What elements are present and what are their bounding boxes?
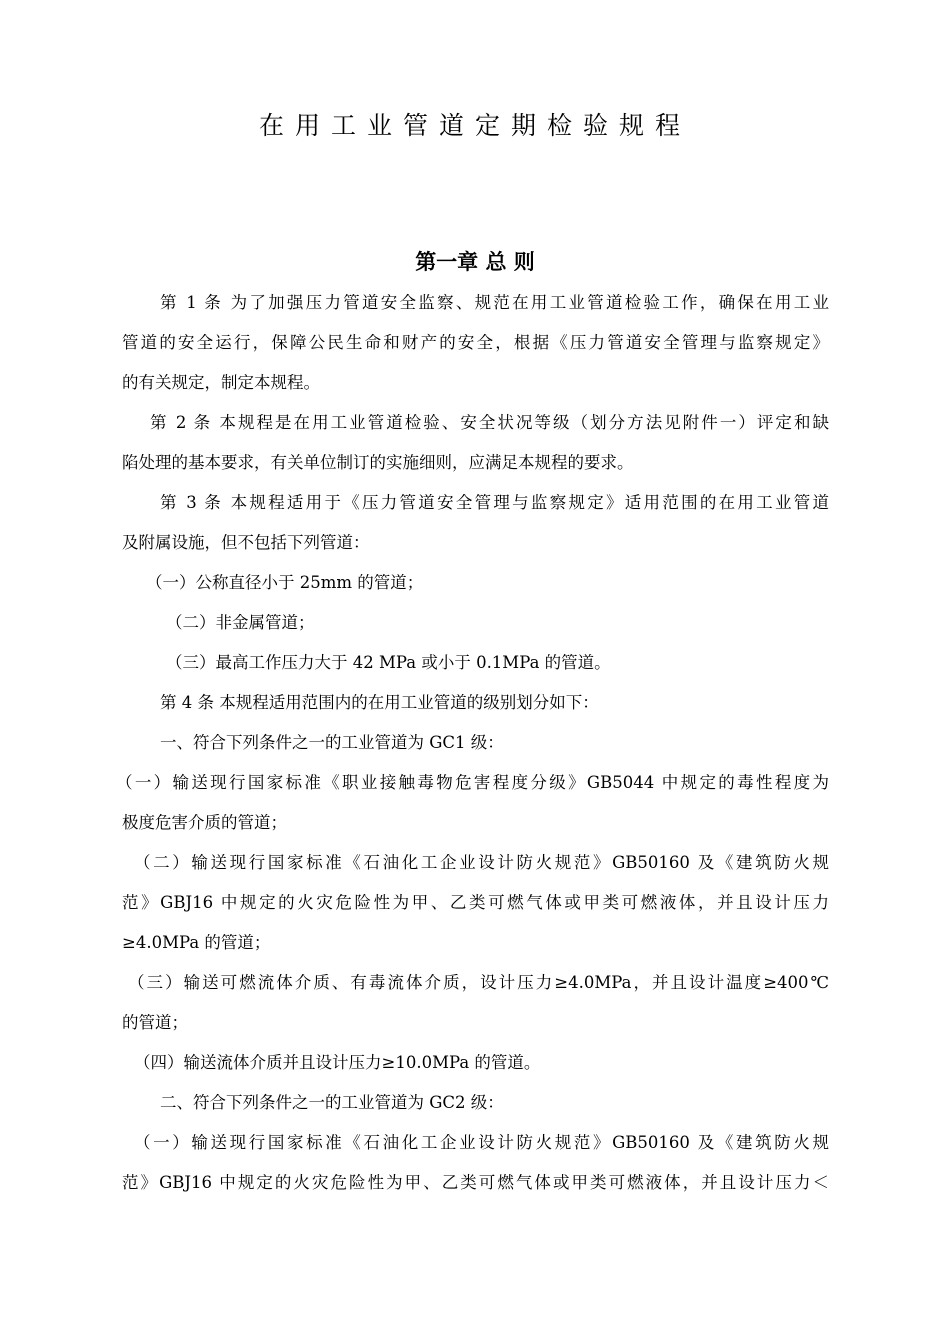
text-line: 陷处理的基本要求，有关单位制订的实施细则，应满足本规程的要求。 — [122, 453, 634, 472]
text-line: （三）输送可燃流体介质、有毒流体介质，设计压力≥4.0MPa，并且设计温度≥400℃ — [128, 973, 829, 992]
text-line: 二、符合下列条件之一的工业管道为 GC2 级： — [160, 1093, 504, 1112]
text-line: 第 4 条 本规程适用范围内的在用工业管道的级别划分如下： — [160, 693, 599, 712]
text-line: 范》GBJ16 中规定的火灾危险性为甲、乙类可燃气体或甲类可燃液体，并且设计压力＜ — [122, 1173, 829, 1192]
text-line: （一）公称直径小于 25mm 的管道； — [146, 573, 424, 592]
text-line: 极度危害介质的管道； — [122, 813, 287, 832]
text-line: 及附属设施，但不包括下列管道： — [122, 533, 370, 552]
text-line: （二）输送现行国家标准《石油化工企业设计防火规范》GB50160 及《建筑防火规 — [134, 853, 829, 872]
text-line: 管道的安全运行，保障公民生命和财产的安全，根据《压力管道安全管理与监察规定》 — [122, 333, 829, 352]
text-line: 第 3 条 本规程适用于《压力管道安全管理与监察规定》适用范围的在用工业管道 — [160, 493, 829, 512]
text-line: （一）输送现行国家标准《石油化工企业设计防火规范》GB50160 及《建筑防火规 — [134, 1133, 829, 1152]
text-line: 第 2 条 本规程是在用工业管道检验、安全状况等级（划分方法见附件一）评定和缺 — [150, 413, 829, 432]
text-line: 范》GBJ16 中规定的火灾危险性为甲、乙类可燃气体或甲类可燃液体，并且设计压力 — [122, 893, 829, 912]
text-line: ≥4.0MPa 的管道； — [122, 933, 271, 952]
text-line: （二）非金属管道； — [166, 613, 315, 632]
text-line: 的有关规定，制定本规程。 — [122, 373, 320, 392]
text-line: （四）输送流体介质并且设计压力≥10.0MPa 的管道。 — [134, 1053, 541, 1072]
text-line: （一）输送现行国家标准《职业接触毒物危害程度分级》GB5044 中规定的毒性程度为 — [116, 773, 829, 792]
text-line: 一、符合下列条件之一的工业管道为 GC1 级： — [160, 733, 504, 752]
text-line: 第 1 条 为了加强压力管道安全监察、规范在用工业管道检验工作，确保在用工业 — [160, 293, 829, 312]
document-title: 在用工业管道定期检验规程 — [258, 111, 691, 140]
chapter-heading: 第一章 总 则 — [415, 250, 535, 274]
text-line: 的管道； — [122, 1013, 188, 1032]
text-line: （三）最高工作压力大于 42 MPa 或小于 0.1MPa 的管道。 — [166, 653, 611, 672]
